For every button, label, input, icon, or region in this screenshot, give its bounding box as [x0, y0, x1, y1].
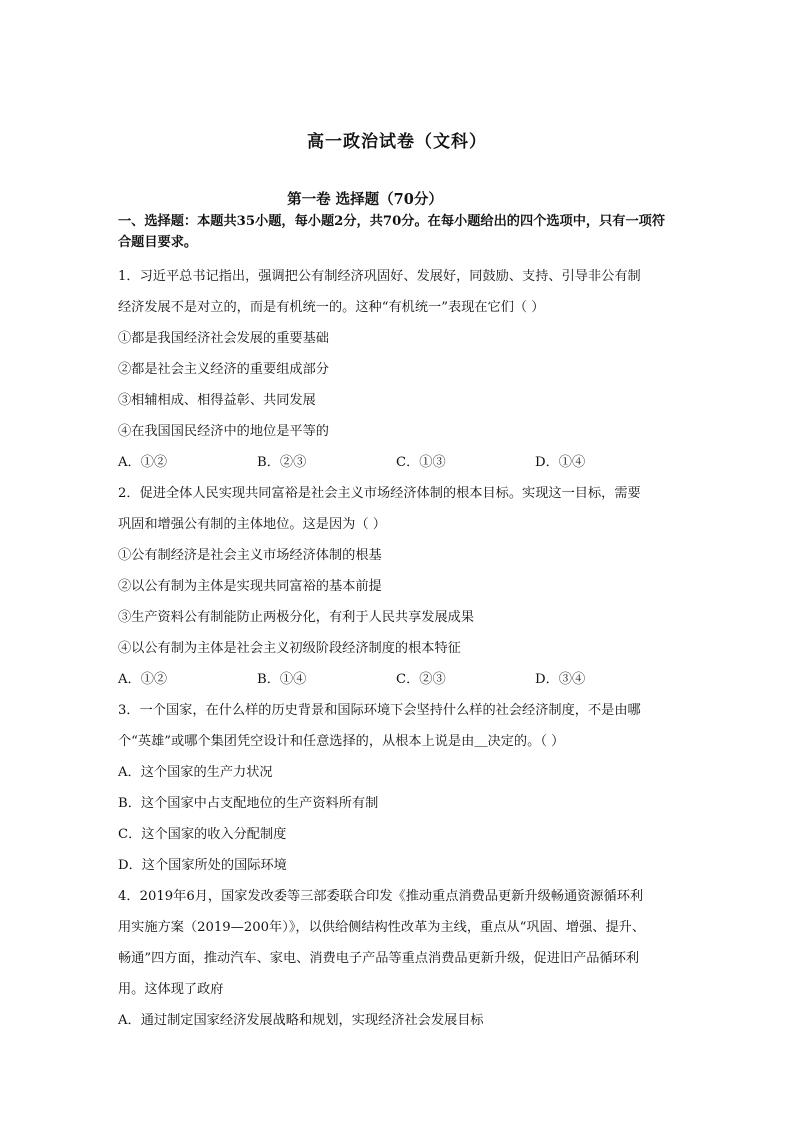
option-a: A．①②	[118, 455, 168, 470]
question-stem-line: 巩固和增强公有制的主体地位。这是因为（ ）	[118, 517, 386, 532]
exam-title: 高一政治试卷（文科）	[307, 132, 487, 152]
option-d: D．①④	[535, 455, 586, 470]
statement: ④以公有制为主体是社会主义初级阶段经济制度的根本特征	[118, 641, 461, 656]
choice-c: C．这个国家的收入分配制度	[118, 827, 287, 842]
answer-options	[118, 664, 678, 695]
question-1	[118, 261, 678, 478]
choice-d: D．这个国家所处的国际环境	[118, 858, 287, 873]
question-stem-line: 个“英雄”或哪个集团凭空设计和任意选择的，从根本上说是由＿决定的。（ ）	[118, 734, 565, 749]
option-b: B．②③	[257, 455, 307, 470]
question-stem-line: 2．促进全体人民实现共同富裕是社会主义市场经济体制的根本目标。实现这一目标，需要	[118, 486, 641, 501]
option-c: C．②③	[396, 672, 446, 687]
choice-a: A．通过制定国家经济发展战略和规划，实现经济社会发展目标	[118, 1013, 484, 1028]
statement: ①公有制经济是社会主义市场经济体制的根基	[118, 548, 382, 563]
question-stem-line: 用实施方案（2019—200年）》，以供给侧结构性改革为主线，重点从“巩固、增强、提升、	[118, 920, 646, 935]
section-title: 第一卷 选择题（70分）	[287, 191, 443, 208]
answer-options	[118, 447, 678, 478]
question-stem-line: 经济发展不是对立的，而是有机统一的。这种“有机统一”表现在它们（ ）	[118, 300, 545, 315]
statement: ③相辅相成、相得益彰、共同发展	[118, 393, 316, 408]
statement: ③生产资料公有制能防止两极分化，有利于人民共享发展成果	[118, 610, 475, 625]
exam-content	[118, 211, 678, 1036]
option-b: B．①④	[257, 672, 307, 687]
choice-a: A．这个国家的生产力状况	[118, 765, 273, 780]
question-4	[118, 881, 678, 1036]
question-stem-line: 4．2019年6月，国家发改委等三部委联合印发《推动重点消费品更新升级畅通资源循环利	[118, 889, 644, 904]
statement: ②以公有制为主体是实现共同富裕的基本前提	[118, 579, 382, 594]
section-instruction: 一、选择题：本题共35小题，每小题2分，共70分。在每小题给出的四个选项中，只有一项符合题目要求。	[118, 214, 666, 250]
option-c: C．①③	[396, 455, 446, 470]
statement: ④在我国国民经济中的地位是平等的	[118, 424, 329, 439]
question-3	[118, 695, 678, 881]
question-stem-line: 畅通”四方面，推动汽车、家电、消费电子产品等重点消费品更新升级，促进旧产品循环利	[118, 951, 640, 966]
question-stem-line: 1．习近平总书记指出，强调把公有制经济巩固好、发展好，同鼓励、支持、引导非公有制	[118, 269, 641, 284]
option-d: D．③④	[535, 672, 586, 687]
choice-b: B．这个国家中占支配地位的生产资料所有制	[118, 796, 379, 811]
option-a: A．①②	[118, 672, 168, 687]
statement: ②都是社会主义经济的重要组成部分	[118, 362, 329, 377]
question-stem-line: 3．一个国家，在什么样的历史背景和国际环境下会坚持什么样的社会经济制度，不是由哪	[118, 703, 641, 718]
statement: ①都是我国经济社会发展的重要基础	[118, 331, 329, 346]
question-2	[118, 478, 678, 695]
question-stem-line: 用。这体现了政府	[118, 982, 224, 997]
